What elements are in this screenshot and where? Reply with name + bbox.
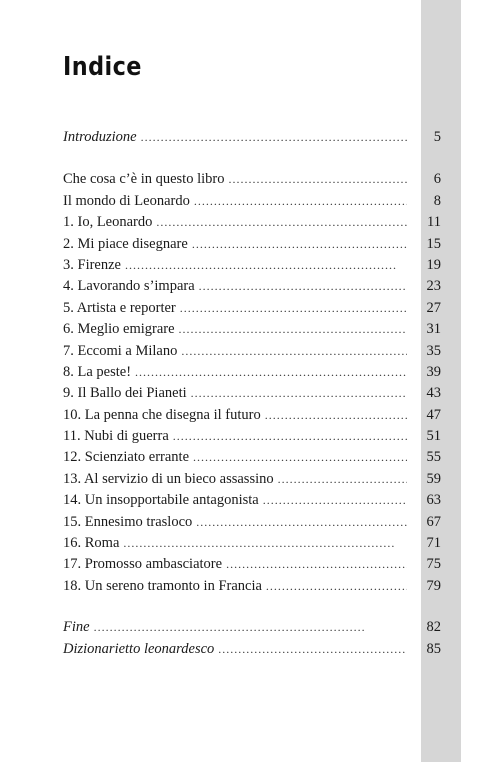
toc-entry-page-number: 82 xyxy=(426,619,441,636)
toc-entry-label: 13. Al servizio di un bieco assassino xyxy=(63,470,274,487)
toc-entry[interactable] xyxy=(63,341,441,362)
toc-entry[interactable] xyxy=(63,298,441,319)
toc-entry-page-number: 59 xyxy=(426,470,441,487)
toc-entry[interactable] xyxy=(63,576,441,597)
toc-entry-label: 11. Nubi di guerra xyxy=(63,428,169,445)
toc-entry-label: Introduzione xyxy=(63,129,137,145)
toc-entry[interactable] xyxy=(63,212,441,233)
toc-entry-page-number: 8 xyxy=(433,192,441,209)
toc-entry[interactable] xyxy=(63,533,441,554)
toc-entry-label: 10. La penna che disegna il futuro xyxy=(63,406,261,423)
toc-entry-page-number: 85 xyxy=(426,640,441,657)
toc-entry[interactable] xyxy=(63,255,441,276)
toc-entry-page-number: 35 xyxy=(426,342,441,359)
dot-leader xyxy=(228,169,407,190)
toc-entry-page-number: 67 xyxy=(426,513,441,530)
dot-leader xyxy=(191,383,407,404)
toc-entry-page-number: 19 xyxy=(426,256,441,273)
toc-entry[interactable] xyxy=(63,191,441,212)
toc-entry-label: 7. Eccomi a Milano xyxy=(63,342,178,359)
toc-entry-label: 15. Ennesimo trasloco xyxy=(63,513,193,530)
dot-leader xyxy=(135,362,407,383)
toc-entry[interactable] xyxy=(63,447,441,468)
toc-entry-page-number: 27 xyxy=(426,299,441,316)
toc-entry[interactable] xyxy=(63,127,441,148)
dot-leader xyxy=(194,191,407,212)
toc-back-matter-group xyxy=(63,617,441,660)
toc-entry-page-number: 63 xyxy=(426,492,441,509)
dot-leader xyxy=(94,617,407,638)
toc-entry-label: 4. Lavorando s’impara xyxy=(63,278,195,295)
toc-entry[interactable] xyxy=(63,469,441,490)
table-of-contents xyxy=(63,127,441,660)
toc-entry-label: 12. Scienziato errante xyxy=(63,449,190,466)
dot-leader xyxy=(278,469,407,490)
toc-entry[interactable] xyxy=(63,405,441,426)
dot-leader xyxy=(192,234,407,255)
dot-leader xyxy=(141,127,407,148)
toc-entry-label: 9. Il Ballo dei Pianeti xyxy=(63,385,187,402)
toc-entry[interactable] xyxy=(63,234,441,255)
toc-entry-page-number: 23 xyxy=(426,278,441,295)
toc-entry-page-number: 11 xyxy=(427,214,441,231)
toc-entry-label: Il mondo di Leonardo xyxy=(63,192,190,209)
toc-chapters-group xyxy=(63,169,441,597)
toc-entry-page-number: 47 xyxy=(426,406,441,423)
toc-entry-page-number: 71 xyxy=(426,535,441,552)
toc-entry-label: Dizionarietto leonardesco xyxy=(63,640,215,657)
dot-leader xyxy=(180,298,407,319)
toc-entry[interactable] xyxy=(63,554,441,575)
toc-entry[interactable] xyxy=(63,276,441,297)
toc-entry-label: 5. Artista e reporter xyxy=(63,299,176,316)
dot-leader xyxy=(266,576,407,597)
toc-entry-label: Fine xyxy=(63,619,90,636)
toc-entry-page-number: 51 xyxy=(426,428,441,445)
toc-entry[interactable] xyxy=(63,639,441,660)
dot-leader xyxy=(196,512,407,533)
toc-entry-page-number: 43 xyxy=(426,385,441,402)
toc-entry-label: 8. La peste! xyxy=(63,363,132,380)
toc-entry-page-number: 39 xyxy=(426,363,441,380)
toc-entry[interactable] xyxy=(63,362,441,383)
toc-entry[interactable] xyxy=(63,169,441,190)
toc-entry-page-number: 6 xyxy=(433,171,441,188)
dot-leader xyxy=(226,554,407,575)
toc-entry-page-number: 55 xyxy=(426,449,441,466)
toc-entry-label: 16. Roma xyxy=(63,535,120,552)
toc-entry-page-number: 31 xyxy=(426,321,441,338)
dot-leader xyxy=(125,255,407,276)
dot-leader xyxy=(218,639,407,660)
page-title: Indice xyxy=(63,52,142,82)
toc-entry-label: 18. Un sereno tramonto in Francia xyxy=(63,577,262,594)
dot-leader xyxy=(265,405,407,426)
dot-leader xyxy=(179,319,407,340)
toc-intro-group xyxy=(63,127,441,148)
toc-entry-label: 3. Firenze xyxy=(63,256,121,273)
dot-leader xyxy=(123,533,407,554)
toc-entry-label: Che cosa c’è in questo libro xyxy=(63,171,225,188)
toc-entry-label: 17. Promosso ambasciatore xyxy=(63,556,223,573)
toc-entry[interactable] xyxy=(63,512,441,533)
dot-leader xyxy=(156,212,407,233)
toc-entry-page-number: 5 xyxy=(433,129,441,145)
dot-leader xyxy=(263,490,407,511)
toc-entry[interactable] xyxy=(63,319,441,340)
toc-entry-label: 6. Meglio emigrare xyxy=(63,321,175,338)
toc-entry-label: 1. Io, Leonardo xyxy=(63,214,153,231)
toc-entry-page-number: 75 xyxy=(426,556,441,573)
toc-entry[interactable] xyxy=(63,383,441,404)
dot-leader xyxy=(181,341,407,362)
toc-entry[interactable] xyxy=(63,426,441,447)
dot-leader xyxy=(173,426,407,447)
toc-entry-page-number: 15 xyxy=(426,235,441,252)
dot-leader xyxy=(199,276,407,297)
toc-entry-label: 2. Mi piace disegnare xyxy=(63,235,188,252)
toc-entry[interactable] xyxy=(63,490,441,511)
toc-entry[interactable] xyxy=(63,617,441,638)
dot-leader xyxy=(193,447,407,468)
toc-entry-page-number: 79 xyxy=(426,577,441,594)
toc-entry-label: 14. Un insopportabile antagonista xyxy=(63,492,259,509)
